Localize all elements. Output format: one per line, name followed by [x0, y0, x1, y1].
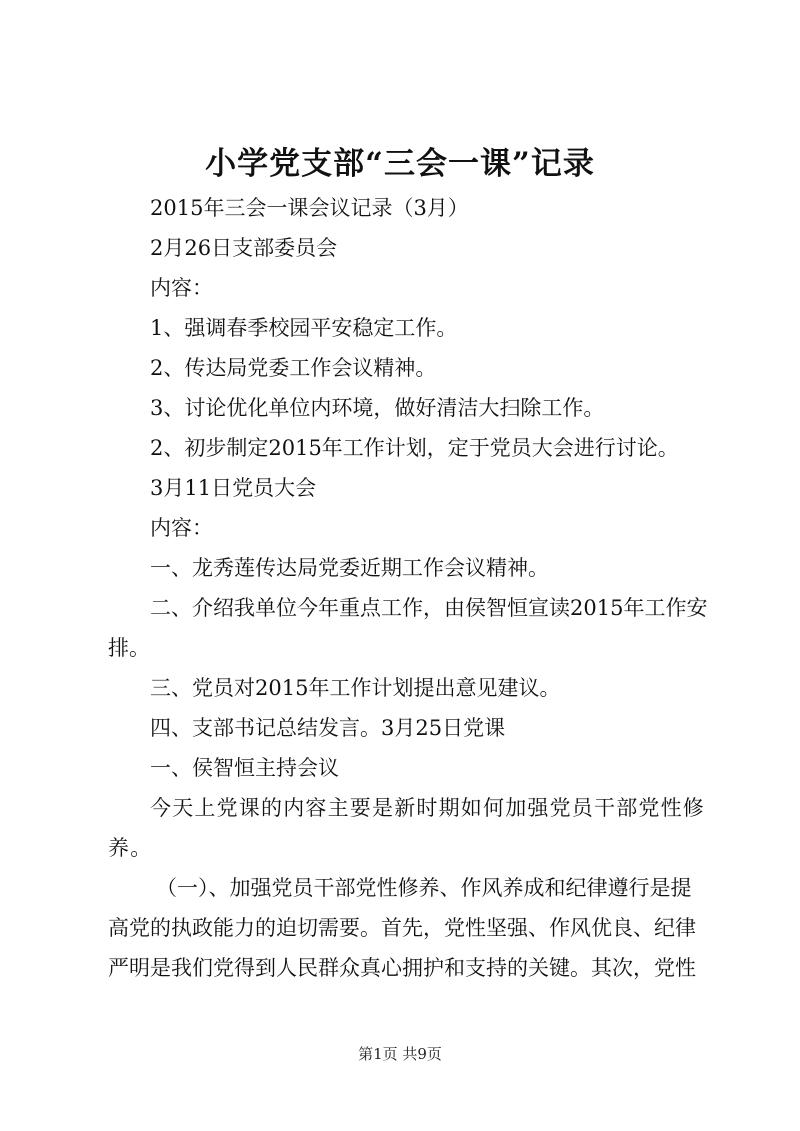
paragraph: 一、龙秀莲传达局党委近期工作会议精神。 [150, 556, 549, 580]
paragraph: 3、讨论优化单位内环境，做好清洁大扫除工作。 [150, 396, 605, 420]
paragraph: 2、传达局党委工作会议精神。 [150, 356, 437, 380]
paragraph: 2月26日支部委员会 [150, 236, 338, 260]
paragraph: 二、介绍我单位今年重点工作，由侯智恒宣读2015年工作安排。 [108, 596, 708, 660]
paragraph: 今天上党课的内容主要是新时期如何加强党员干部党性修养。 [108, 796, 705, 860]
paragraph: 2015年三会一课会议记录（3月） [150, 196, 469, 220]
paragraph: 2、初步制定2015年工作计划，定于党员大会进行讨论。 [150, 436, 679, 460]
paragraph: 内容： [150, 276, 213, 300]
page-footer: 第1页 共9页 [358, 1045, 442, 1063]
document-body [108, 188, 708, 988]
paragraph: 四、支部书记总结发言。3月25日党课 [150, 716, 506, 740]
document-title: 小学党支部“三会一课”记录 [205, 146, 595, 182]
paragraph: 内容： [150, 516, 213, 540]
paragraph: 一、侯智恒主持会议 [150, 756, 339, 780]
paragraph: 三、党员对2015年工作计划提出意见建议。 [150, 676, 561, 700]
paragraph: 3月11日党员大会 [150, 476, 317, 500]
paragraph: （一）、加强党员干部党性修养、作风养成和纪律遵行是提高党的执政能力的迫切需要。首先，党性坚强、作风优良、纪律严明是我们党得到人民群众真心拥护和支持的关键。其次，党性 [108, 876, 696, 980]
paragraph: 1、强调春季校园平安稳定工作。 [150, 316, 458, 340]
